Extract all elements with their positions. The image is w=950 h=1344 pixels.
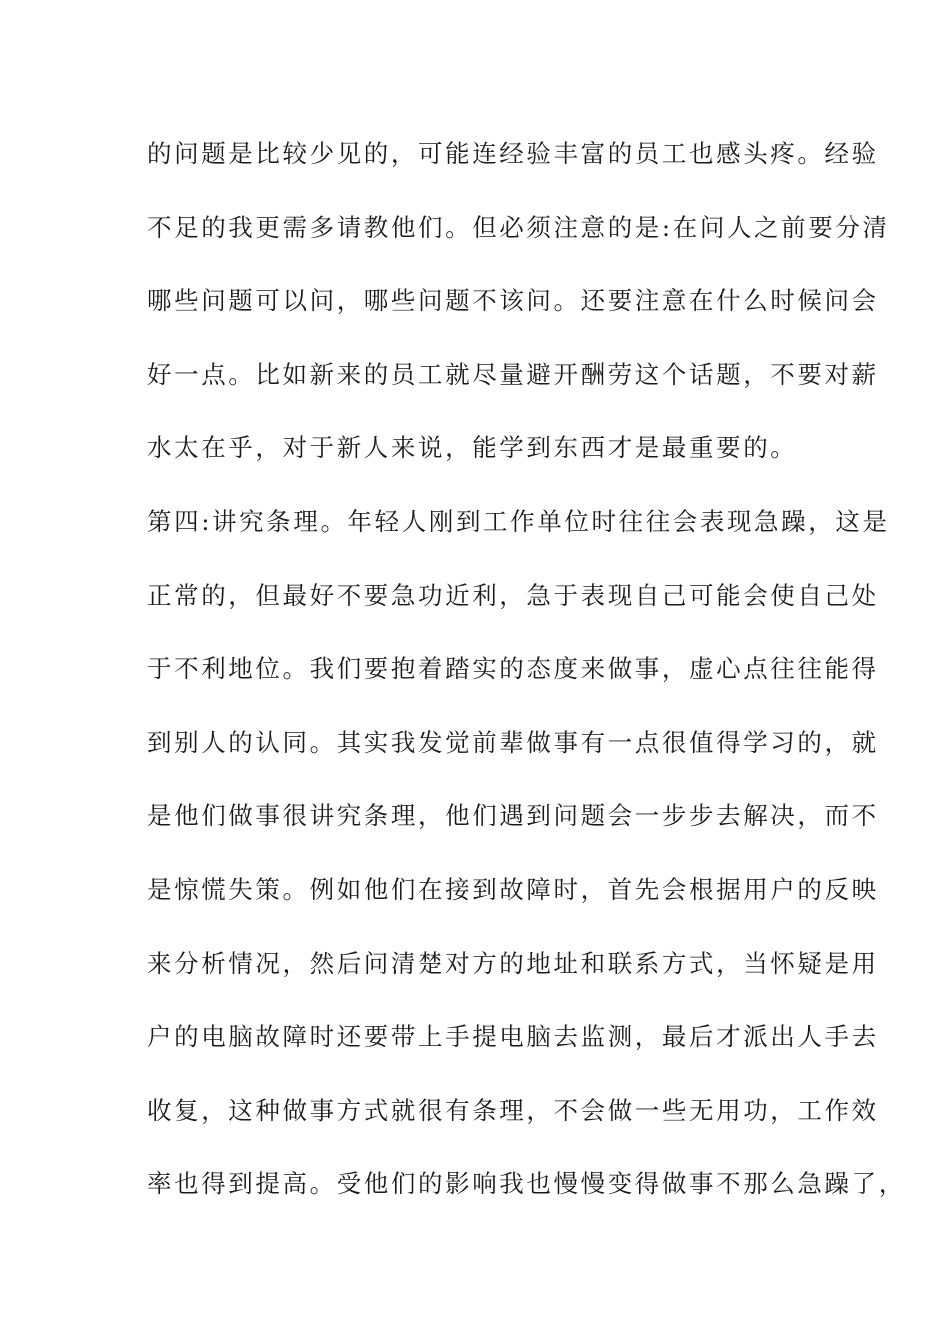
text-line: 的问题是比较少见的，可能连经验丰富的员工也感头疼。经验: [147, 139, 879, 168]
body-text: [147, 134, 906, 1238]
text-line: 第四:讲究条理。年轻人刚到工作单位时往往会表现急躁，这是: [147, 506, 890, 536]
text-line: 来分析情况，然后问清楚对方的地址和联系方式，当怀疑是用: [147, 948, 879, 978]
text-line: 户的电脑故障时还要带上手提电脑去监测，最后才派出人手去: [147, 1022, 879, 1052]
text-line: 收复，这种做事方式就很有条理，不会做一些无用功，工作效: [147, 1095, 879, 1125]
text-line: 率也得到提高。受他们的影响我也慢慢变得做事不那么急躁了，: [147, 1169, 906, 1199]
text-line: 不足的我更需多请教他们。但必须注意的是:在问人之前要分清: [147, 212, 890, 242]
text-line: 哪些问题可以问，哪些问题不该问。还要注意在什么时候问会: [147, 286, 879, 316]
text-line: 到别人的认同。其实我发觉前辈做事有一点很值得学习的，就: [147, 727, 879, 757]
text-line: 是他们做事很讲究条理，他们遇到问题会一步步去解决，而不: [147, 801, 879, 831]
text-line: 是惊慌失策。例如他们在接到故障时，首先会根据用户的反映: [147, 874, 879, 904]
text-line: 正常的，但最好不要急功近利，急于表现自己可能会使自己处: [147, 580, 879, 610]
text-line: 水太在乎，对于新人来说，能学到东西才是最重要的。: [147, 433, 798, 463]
text-line: 于不利地位。我们要抱着踏实的态度来做事，虚心点往往能得: [147, 654, 879, 684]
text-line: 好一点。比如新来的员工就尽量避开酬劳这个话题，不要对薪: [147, 359, 879, 389]
